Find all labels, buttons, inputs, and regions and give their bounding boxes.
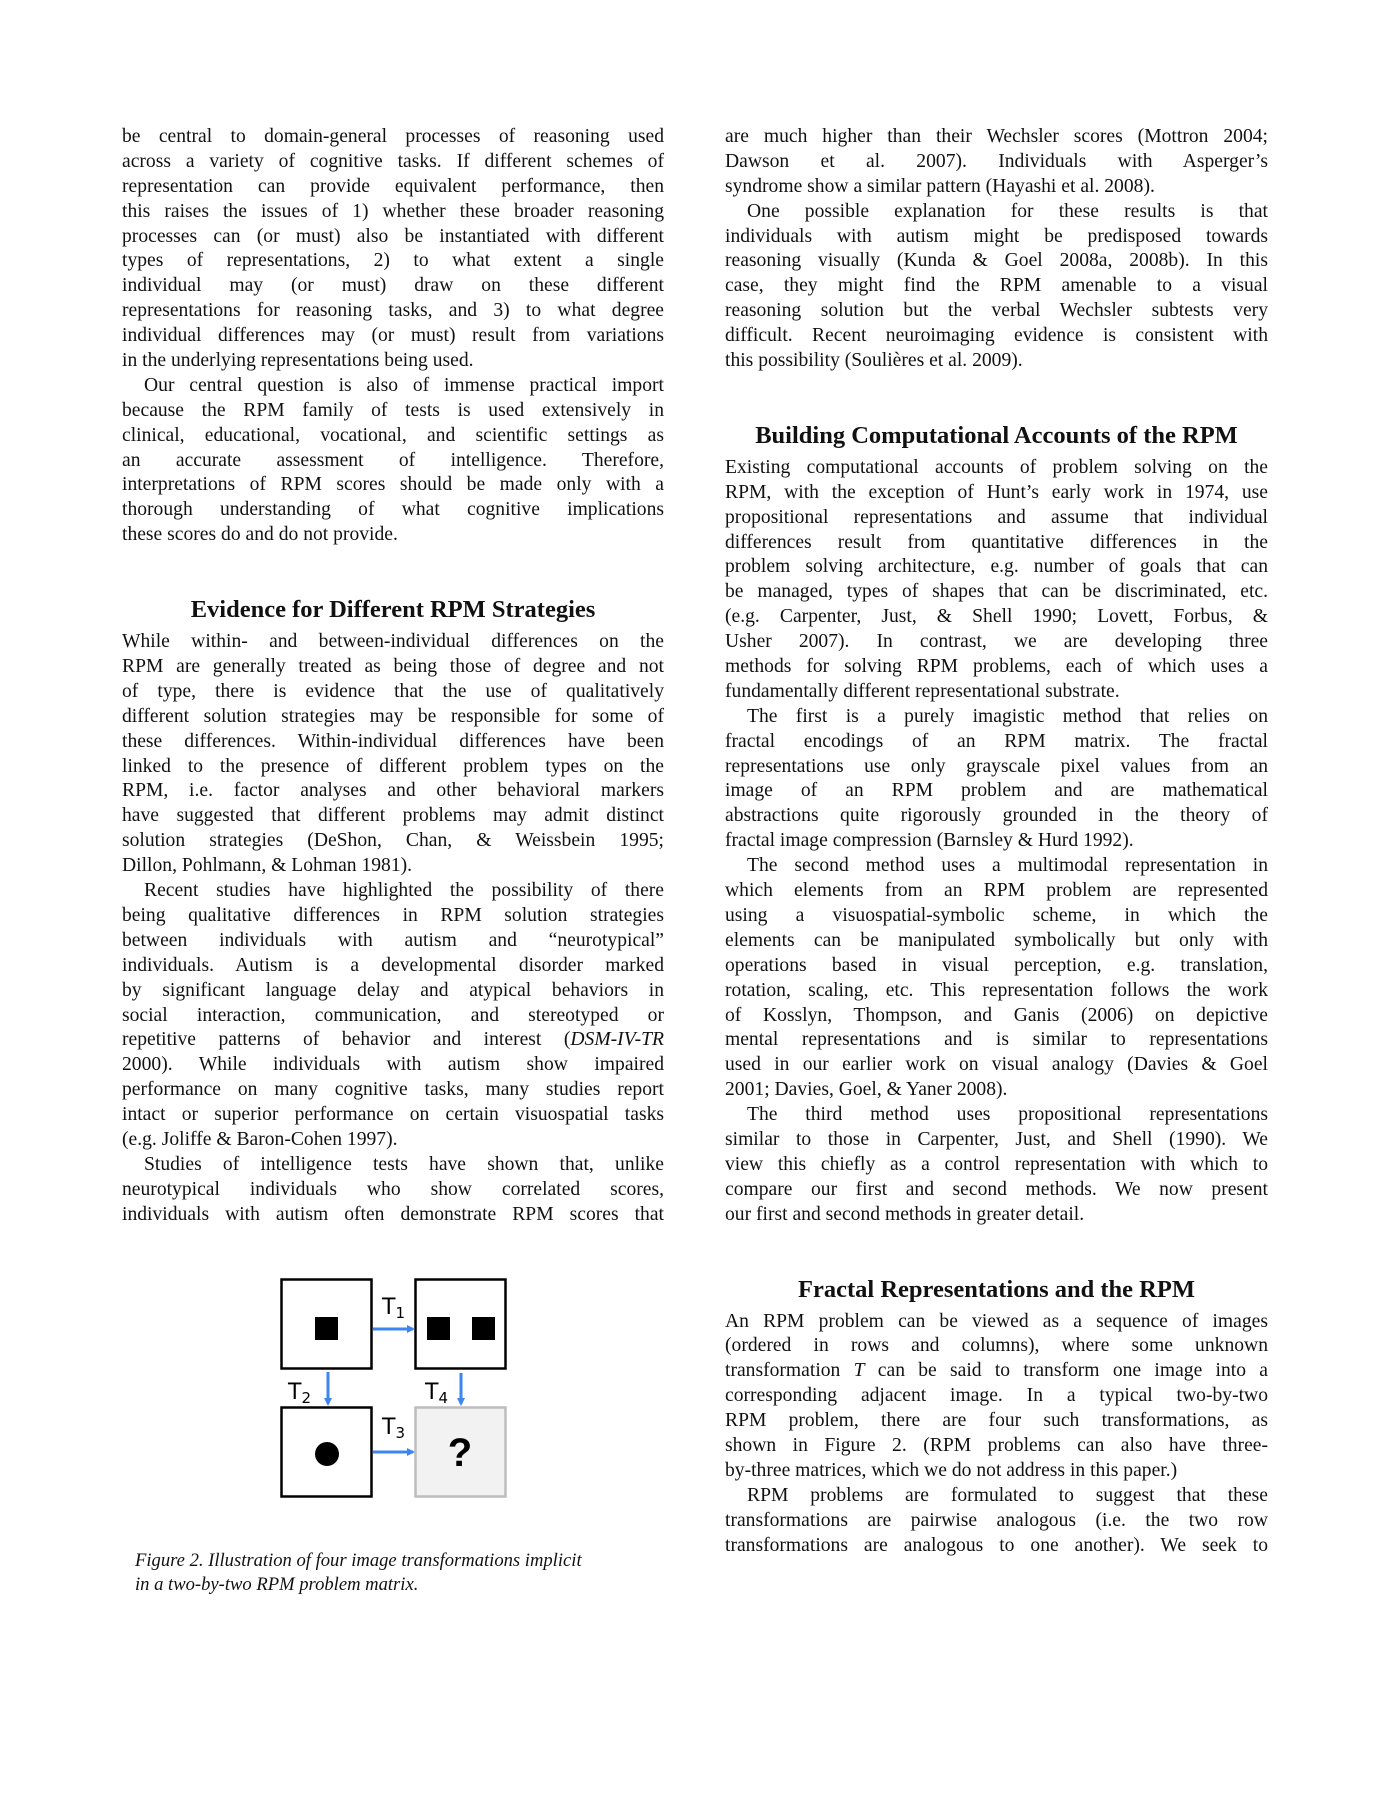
text-line: our first and second methods in greater detail. <box>725 1203 1085 1225</box>
text-line: Dawson et al. 2007). Individuals with Asperger’s <box>725 150 1268 172</box>
text-line: linked to the presence of different problem types on the <box>122 755 664 777</box>
text-line: (ordered in rows and columns), where some unknown <box>725 1335 1268 1357</box>
cell-top-left <box>282 1280 372 1369</box>
text-line: shown in Figure 2. (RPM problems can also have three- <box>725 1434 1268 1456</box>
text-line: mental representations and is similar to representations <box>725 1029 1268 1051</box>
text-line: have suggested that different problems may admit distinct <box>122 805 664 827</box>
text-line: fractal encodings of an RPM matrix. The fractal <box>725 730 1268 752</box>
question-mark-icon: ? <box>447 1431 473 1475</box>
text-line: transformations are pairwise analogous (i.e. the two row <box>725 1509 1268 1531</box>
text-line: individual differences may (or must) result from variations <box>122 325 664 347</box>
text-line: clinical, educational, vocational, and scientific settings as <box>122 424 664 446</box>
text-line: methods for solving RPM problems, each of which uses a <box>725 656 1268 678</box>
text-line: solution strategies (DeShon, Chan, & Weissbein 1995; <box>122 830 664 852</box>
text-line: The second method uses a multimodal representation in <box>747 855 1268 877</box>
right-column <box>725 125 1268 1558</box>
square-shape <box>427 1317 450 1340</box>
label-t2: T2 <box>288 1380 311 1407</box>
matrix-diagram <box>270 1262 520 1502</box>
text-line: be central to domain-general processes of reasoning used <box>122 126 664 147</box>
intro-paragraph-1 <box>725 125 1268 200</box>
circle-shape <box>315 1442 339 1466</box>
italic-variable-t: T <box>853 1360 865 1382</box>
square-shape <box>315 1317 338 1340</box>
figure-2-rpm-matrix <box>270 1262 520 1502</box>
text-line: which elements from an RPM problem are represented <box>725 880 1268 902</box>
text-line: rotation, scaling, etc. This representation follows the work <box>725 979 1268 1001</box>
text-line: An RPM problem can be viewed as a sequence of images <box>725 1310 1268 1332</box>
text-line-with-italic <box>122 1028 664 1053</box>
fractal-paragraph-2 <box>725 1484 1268 1559</box>
text-line: using a visuospatial-symbolic scheme, in which the <box>725 904 1268 926</box>
text-line: problem solving architecture, e.g. number of goals that can <box>725 556 1268 578</box>
text-line: these differences. Within-individual differences have been <box>122 730 664 752</box>
figure-caption <box>135 1549 675 1596</box>
text-line: this raises the issues of 1) whether these broader reasoning <box>122 200 664 222</box>
text-line: used in our earlier work on visual analogy (Davies & Goel <box>725 1054 1268 1076</box>
label-t4: T4 <box>425 1380 448 1407</box>
text-line: processes can (or must) also be instantiated with different <box>122 225 664 247</box>
text-line: individuals with autism might be predisposed towards <box>725 225 1268 247</box>
text-line: case, they might find the RPM amenable to a visual <box>725 275 1268 297</box>
text-line: representations use only grayscale pixel values from an <box>725 755 1268 777</box>
text-line: corresponding adjacent image. In a typical two-by-two <box>725 1385 1268 1407</box>
section-heading-building: Building Computational Accounts of the RPM <box>755 421 1238 449</box>
section-heading-evidence: Evidence for Different RPM Strategies <box>190 596 596 624</box>
text-line: Usher 2007). In contrast, we are developing three <box>725 631 1268 653</box>
building-paragraph-4 <box>725 1103 1268 1227</box>
text-line: performance on many cognitive tasks, many studies report <box>122 1079 664 1101</box>
text-line: RPM problems are formulated to suggest that these <box>747 1484 1268 1506</box>
caption-line: in a two-by-two RPM problem matrix. <box>135 1573 419 1595</box>
text-line: Recent studies have highlighted the possibility of there <box>144 880 664 902</box>
text-line: social interaction, communication, and stereotyped or <box>122 1004 664 1026</box>
left-column <box>122 125 664 1228</box>
text-line: neurotypical individuals who show correlated scores, <box>122 1178 664 1200</box>
cell-top-right <box>416 1280 506 1369</box>
text-line: in the underlying representations being used. <box>122 350 474 372</box>
cell-bottom-left <box>282 1408 372 1497</box>
text-line: individual may (or must) draw on these different <box>122 275 664 297</box>
text-line: (e.g. Joliffe & Baron-Cohen 1997). <box>122 1128 398 1150</box>
text-line: (e.g. Carpenter, Just, & Shell 1990; Lovett, Forbus, & <box>725 606 1268 628</box>
text-line: different solution strategies may be responsible for some of <box>122 705 664 727</box>
text-line: these scores do and do not provide. <box>122 524 398 546</box>
section-heading-fractal: Fractal Representations and the RPM <box>798 1275 1195 1303</box>
text-line: representation can provide equivalent performance, then <box>122 175 664 197</box>
text-line: propositional representations and assume that individual <box>725 506 1268 528</box>
italic-citation: DSM-IV-TR <box>570 1029 664 1051</box>
evidence-paragraph-2 <box>122 879 664 1153</box>
text-line: Dillon, Pohlmann, & Lohman 1981). <box>122 855 413 877</box>
text-line: by significant language delay and atypical behaviors in <box>122 979 664 1001</box>
square-shape <box>472 1317 495 1340</box>
text-line: syndrome show a similar pattern (Hayashi et al. 2008). <box>725 175 1155 197</box>
evidence-paragraph-1 <box>122 630 664 879</box>
text-line: individuals. Autism is a developmental disorder marked <box>122 954 664 976</box>
text-line: are much higher than their Wechsler scores (Mottron 2004; <box>725 126 1268 147</box>
intro-paragraph-2 <box>725 200 1268 374</box>
text-line: transformations are analogous to one another). We seek to <box>725 1534 1268 1556</box>
intro-paragraph-2 <box>122 374 664 548</box>
text-line: by-three matrices, which we do not address in this paper.) <box>725 1459 1178 1481</box>
text-line: image of an RPM problem and are mathematical <box>725 780 1268 802</box>
evidence-paragraph-3 <box>122 1153 664 1228</box>
text-line: Our central question is also of immense practical import <box>144 374 664 396</box>
text-line: operations based in visual perception, e.g. translation, <box>725 954 1268 976</box>
text-line: reasoning visually (Kunda & Goel 2008a, 2008b). In this <box>725 250 1268 272</box>
text-line-with-italic <box>725 1359 1268 1384</box>
text-line: between individuals with autism and “neurotypical” <box>122 929 664 951</box>
text-line: similar to those in Carpenter, Just, and Shell (1990). We <box>725 1128 1268 1150</box>
text-line: elements can be manipulated symbolically but only with <box>725 929 1268 951</box>
cell-unknown-answer <box>416 1408 506 1497</box>
intro-paragraph-1 <box>122 125 664 374</box>
text-line: 2000). While individuals with autism show impaired <box>122 1054 664 1076</box>
text-line: thorough understanding of what cognitive implications <box>122 499 664 521</box>
text-line: view this chiefly as a control representation with which to <box>725 1153 1268 1175</box>
text-line: The first is a purely imagistic method that relies on <box>747 705 1268 727</box>
text-line: differences result from quantitative differences in the <box>725 531 1268 553</box>
text-line: across a variety of cognitive tasks. If different schemes of <box>122 150 664 172</box>
text-line: abstractions quite rigorously grounded in the theory of <box>725 805 1268 827</box>
text-line: of Kosslyn, Thompson, and Ganis (2006) on depictive <box>725 1004 1268 1026</box>
text-fragment: repetitive patterns of behavior and interest ( <box>122 1029 571 1051</box>
text-line: One possible explanation for these results is that <box>747 200 1268 222</box>
text-line: fractal image compression (Barnsley & Hurd 1992). <box>725 830 1134 852</box>
label-t3: T3 <box>382 1415 405 1442</box>
text-line: of type, there is evidence that the use of qualitatively <box>122 680 664 702</box>
text-line: reasoning solution but the verbal Wechsler subtests very <box>725 300 1268 322</box>
text-line: this possibility (Soulières et al. 2009). <box>725 350 1023 372</box>
text-line: compare our first and second methods. We now present <box>725 1178 1268 1200</box>
building-paragraph-1 <box>725 456 1268 705</box>
building-paragraph-2 <box>725 705 1268 854</box>
text-line: RPM problem, there are four such transformations, as <box>725 1410 1268 1432</box>
text-line: being qualitative differences in RPM solution strategies <box>122 904 664 926</box>
text-line: RPM are generally treated as being those of degree and not <box>122 656 664 678</box>
text-line: representations for reasoning tasks, and 3) to what degree <box>122 300 664 322</box>
text-fragment: can be said to transform one image into a <box>864 1360 1268 1382</box>
text-line: RPM, with the exception of Hunt’s early work in 1974, use <box>725 481 1268 503</box>
text-line: Studies of intelligence tests have shown that, unlike <box>144 1153 664 1175</box>
text-line: intact or superior performance on certain visuospatial tasks <box>122 1104 664 1126</box>
text-line: RPM, i.e. factor analyses and other behavioral markers <box>122 780 664 802</box>
text-line: interpretations of RPM scores should be made only with a <box>122 474 664 496</box>
text-line: be managed, types of shapes that can be discriminated, etc. <box>725 581 1268 603</box>
label-t1: T1 <box>382 1295 405 1322</box>
text-line: because the RPM family of tests is used extensively in <box>122 399 664 421</box>
text-line: types of representations, 2) to what extent a single <box>122 250 664 272</box>
text-line: difficult. Recent neuroimaging evidence is consistent with <box>725 325 1268 347</box>
text-line: The third method uses propositional representations <box>747 1104 1268 1126</box>
text-line: individuals with autism often demonstrate RPM scores that <box>122 1203 664 1225</box>
text-line: an accurate assessment of intelligence. Therefore, <box>122 449 664 471</box>
text-line: While within- and between-individual differences on the <box>122 631 664 653</box>
text-line: fundamentally different representational substrate. <box>725 680 1120 702</box>
caption-line: Figure 2. Illustration of four image transformations implicit <box>135 1550 582 1571</box>
text-line: 2001; Davies, Goel, & Yaner 2008). <box>725 1079 1008 1101</box>
text-line: Existing computational accounts of problem solving on the <box>725 456 1268 478</box>
text-fragment: transformation <box>725 1360 854 1382</box>
building-paragraph-3 <box>725 854 1268 1103</box>
fractal-paragraph-1 <box>725 1310 1268 1484</box>
